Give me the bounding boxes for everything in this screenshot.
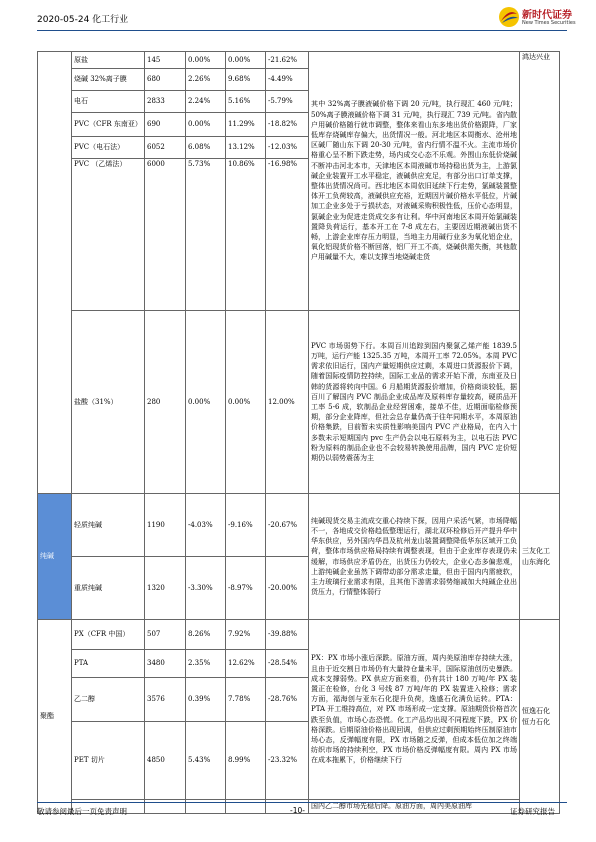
yearly-change: -28.76% xyxy=(266,678,309,722)
market-commentary: PX：PX 市场小涨后深跌。原油方面，周内美原油库存持续大涨，且由于近交割日市场仍有大量持仓量未平，国际原油创历史暴跌。成本支撑弱势。PX 供应方面来看，仍有共计 180 万吨/年 PX 装置正在检修，台化 3 号线 87 万吨/年的 PX 装置进入检修；需求方面，福海创与亚东石化提升负荷，逸盛石化满负运转。PTA：PTA 开工维持高位，对 PX 市场形成一定支撑。原油期货价格首次跌至负值，市场心态恐慌。化工产品均出现不同程度下跌，PX 价格深跌。后期原油价格出现回调，但供应过剩预期始终压制原油市场心态，反弹幅度有限，PX 市场随之反弹，但成本低位加之终端纺织市场的持续利空，PX 市场价格反弹幅度有限。周内 PX 市场在成本拖累下，价格继续下行 xyxy=(309,620,520,800)
yearly-change: -20.00% xyxy=(266,557,309,620)
weekly-change: 5.43% xyxy=(186,722,226,800)
yearly-change: -28.54% xyxy=(266,650,309,678)
monthly-change: 10.86% xyxy=(226,159,266,311)
price-value: 6052 xyxy=(145,137,186,159)
market-commentary: 其中 32%离子膜液碱价格下调 20 元/吨，执行现汇 460 元/吨；50%离子膜液碱价格下调 31 元/吨，执行现汇 739 元/吨。省内散户用碱价格随行就市调整，整体来看山东多地出货价格跟降，厂家低库存烧碱库存偏大，出货情况一般。河北地区本周衡水、沧州地区碱厂随山东下调 20-30 元/吨，省内行情不温不火。主流市场价格重心呈不断下跌走势，场内成交心态不乐观。外围山东低价烧碱不断冲击河北本市，天津地区本周液碱市场持稳出货为主，上游氯碱企业装置开工水平稳定，液碱供应充足，有部分出口订单支撑，整体出货情况尚可。西北地区本周依旧延续下行走势，氯碱装置整体开工负荷较高，液碱供应充裕，近期因片碱价格水平低位，片碱加工企业多处于亏损状态，对液碱采购积极性低，压价心态明显，氯碱企业为促进走货成交多有让利。华中河南地区本周开始氯碱装置降负荷运行，基本开工在 7-8 成左右，主要因近期液碱出货不畅，上游企业库存压力明显，当地主力用碱行业多为氧化铝企业，氧化铝现货价格不断回落，铝厂开工不高，烧碱供需失衡，其他散户用碱量不大，难以支撑当地烧碱走货 xyxy=(309,52,520,311)
monthly-change: 9.68% xyxy=(226,69,266,91)
price-value: 6000 xyxy=(145,159,186,311)
price-table xyxy=(37,51,560,814)
price-value: 507 xyxy=(145,620,186,650)
monthly-change: 5.16% xyxy=(226,91,266,113)
price-value: 280 xyxy=(145,311,186,494)
yearly-change: -5.79% xyxy=(266,91,309,113)
weekly-change: -4.03% xyxy=(186,494,226,557)
yearly-change: -12.03% xyxy=(266,137,309,159)
yearly-change: -18.82% xyxy=(266,113,309,137)
report-type: 证券研究报告 xyxy=(510,807,555,816)
monthly-change: 7.78% xyxy=(226,678,266,722)
weekly-change: 0.00% xyxy=(186,52,226,69)
page-number: -10- xyxy=(290,806,305,815)
price-value: 3576 xyxy=(145,678,186,722)
price-value: 4850 xyxy=(145,722,186,800)
monthly-change: 0.00% xyxy=(226,52,266,69)
price-value: 145 xyxy=(145,52,186,69)
logo-en: New Times Securities xyxy=(522,20,576,26)
product-name: PTA xyxy=(72,650,145,678)
product-name: 轻质纯碱 xyxy=(72,494,145,557)
product-name: PVC（CFR 东南亚） xyxy=(72,113,145,137)
product-name: PVC （乙烯法） xyxy=(72,159,145,311)
weekly-change: 5.73% xyxy=(186,159,226,311)
related-companies: 鸿达兴业 xyxy=(520,52,560,494)
disclaimer-note: 敬请参阅最后一页免责声明 xyxy=(37,807,127,816)
weekly-change: 6.08% xyxy=(186,137,226,159)
weekly-change: 0.00% xyxy=(186,311,226,494)
product-name: 重质纯碱 xyxy=(72,557,145,620)
price-value: 680 xyxy=(145,69,186,91)
category-cell: 聚酯 xyxy=(38,620,72,814)
logo-icon xyxy=(498,6,520,28)
report-date-industry: 2020-05-24 化工行业 xyxy=(37,15,129,25)
market-commentary: 纯碱现货交易主流成交重心持续下探，因用户采活气紧，市场降幅不一，各地成交价格趋低整理运行，湖北双环检修后开产提升华中华东供应，另外国内华昌及杭州龙山装置调整降低华东区域开工负荷，整体市场供应格局持续有调整表现，但由于企业库存表现仍未缓解，市场供应矛盾仍在，出货压力仍较大，企业心态多偏悲观，上游纯碱企业虽然下调带动部分需求走量，但由于国内内需疲软，主力玻璃行业需求有限，且其他下游需求弱势缩减加大纯碱企业出货压力，行情整体弱行 xyxy=(309,494,520,620)
monthly-change: 8.99% xyxy=(226,722,266,800)
monthly-change: 0.00% xyxy=(226,311,266,494)
yearly-change: -39.88% xyxy=(266,620,309,650)
product-name: 乙二醇 xyxy=(72,678,145,722)
yearly-change: -23.32% xyxy=(266,722,309,800)
weekly-change: 8.26% xyxy=(186,620,226,650)
monthly-change: 11.29% xyxy=(226,113,266,137)
yearly-change: 12.00% xyxy=(266,311,309,494)
market-commentary: PVC 市场弱势下行。本周百川追踪到国内聚氯乙烯产能 1839.5 万吨，运行产能 1325.35 万吨，本周开工率 72.05%。本周 PVC 需求依旧运行，国内产量短期供应过剩，本周进口货源报价下调，随着国际疫情防控持续，国际工业品的需求开始下滑，东南亚及日韩的货源将转向中国。6 月船期货源报价增加，价格商谈较低，据百川了解国内 PVC 制品企业成品库及原料库存量较高，硬质品开工率 5-6 成，软制品企业经营困难，接单不佳，近期面临检修预期，部分企业降库，但社会总存量仍高于往年同期水平，本周原油价格集跌，目前暂未实质性影响美国内 PVC 产业格局，在内入十多数未示短期国内 pvc 生产仍会以电石原料为主，以电石法 PVC 粉为原料的制品企业也不会较易转换使用品牌，国内 PVC 定价短期仍以弱势震荡为主 xyxy=(309,311,520,494)
weekly-change: 0.00% xyxy=(186,113,226,137)
product-name: 烧碱 32%离子膜 xyxy=(72,69,145,91)
broker-logo xyxy=(498,4,576,32)
monthly-change: -8.97% xyxy=(226,557,266,620)
price-value: 1190 xyxy=(145,494,186,557)
weekly-change: 2.26% xyxy=(186,69,226,91)
weekly-change: 2.24% xyxy=(186,91,226,113)
product-name: 盐酸（31%） xyxy=(72,311,145,494)
monthly-change: 13.12% xyxy=(226,137,266,159)
product-name: PVC（电石法） xyxy=(72,137,145,159)
market-commentary-continued: 国内乙二醇市场先稳后降。原油方面，周内美原油库 xyxy=(309,800,520,814)
yearly-change: -16.98% xyxy=(266,159,309,311)
header-rule xyxy=(37,30,567,31)
monthly-change: 7.92% xyxy=(226,620,266,650)
yearly-change: -20.67% xyxy=(266,494,309,557)
logo-cn: 新时代证券 xyxy=(522,10,572,21)
weekly-change: 2.35% xyxy=(186,650,226,678)
weekly-change: 0.39% xyxy=(186,678,226,722)
product-name: PET 切片 xyxy=(72,722,145,800)
product-name: 原盐 xyxy=(72,52,145,69)
product-name: 电石 xyxy=(72,91,145,113)
footer-rule xyxy=(37,802,567,803)
monthly-change: -9.16% xyxy=(226,494,266,557)
price-value: 2833 xyxy=(145,91,186,113)
price-value: 3480 xyxy=(145,650,186,678)
related-companies: 三友化工 山东海化 xyxy=(520,494,560,620)
category-cell xyxy=(38,52,72,494)
yearly-change: -21.62% xyxy=(266,52,309,69)
yearly-change: -4.49% xyxy=(266,69,309,91)
product-name: PX（CFR 中国） xyxy=(72,620,145,650)
price-value: 690 xyxy=(145,113,186,137)
weekly-change: -3.30% xyxy=(186,557,226,620)
price-value: 1320 xyxy=(145,557,186,620)
related-companies: 恒逸石化 恒力石化 xyxy=(520,620,560,814)
monthly-change: 12.62% xyxy=(226,650,266,678)
category-cell: 纯碱 xyxy=(38,494,72,620)
